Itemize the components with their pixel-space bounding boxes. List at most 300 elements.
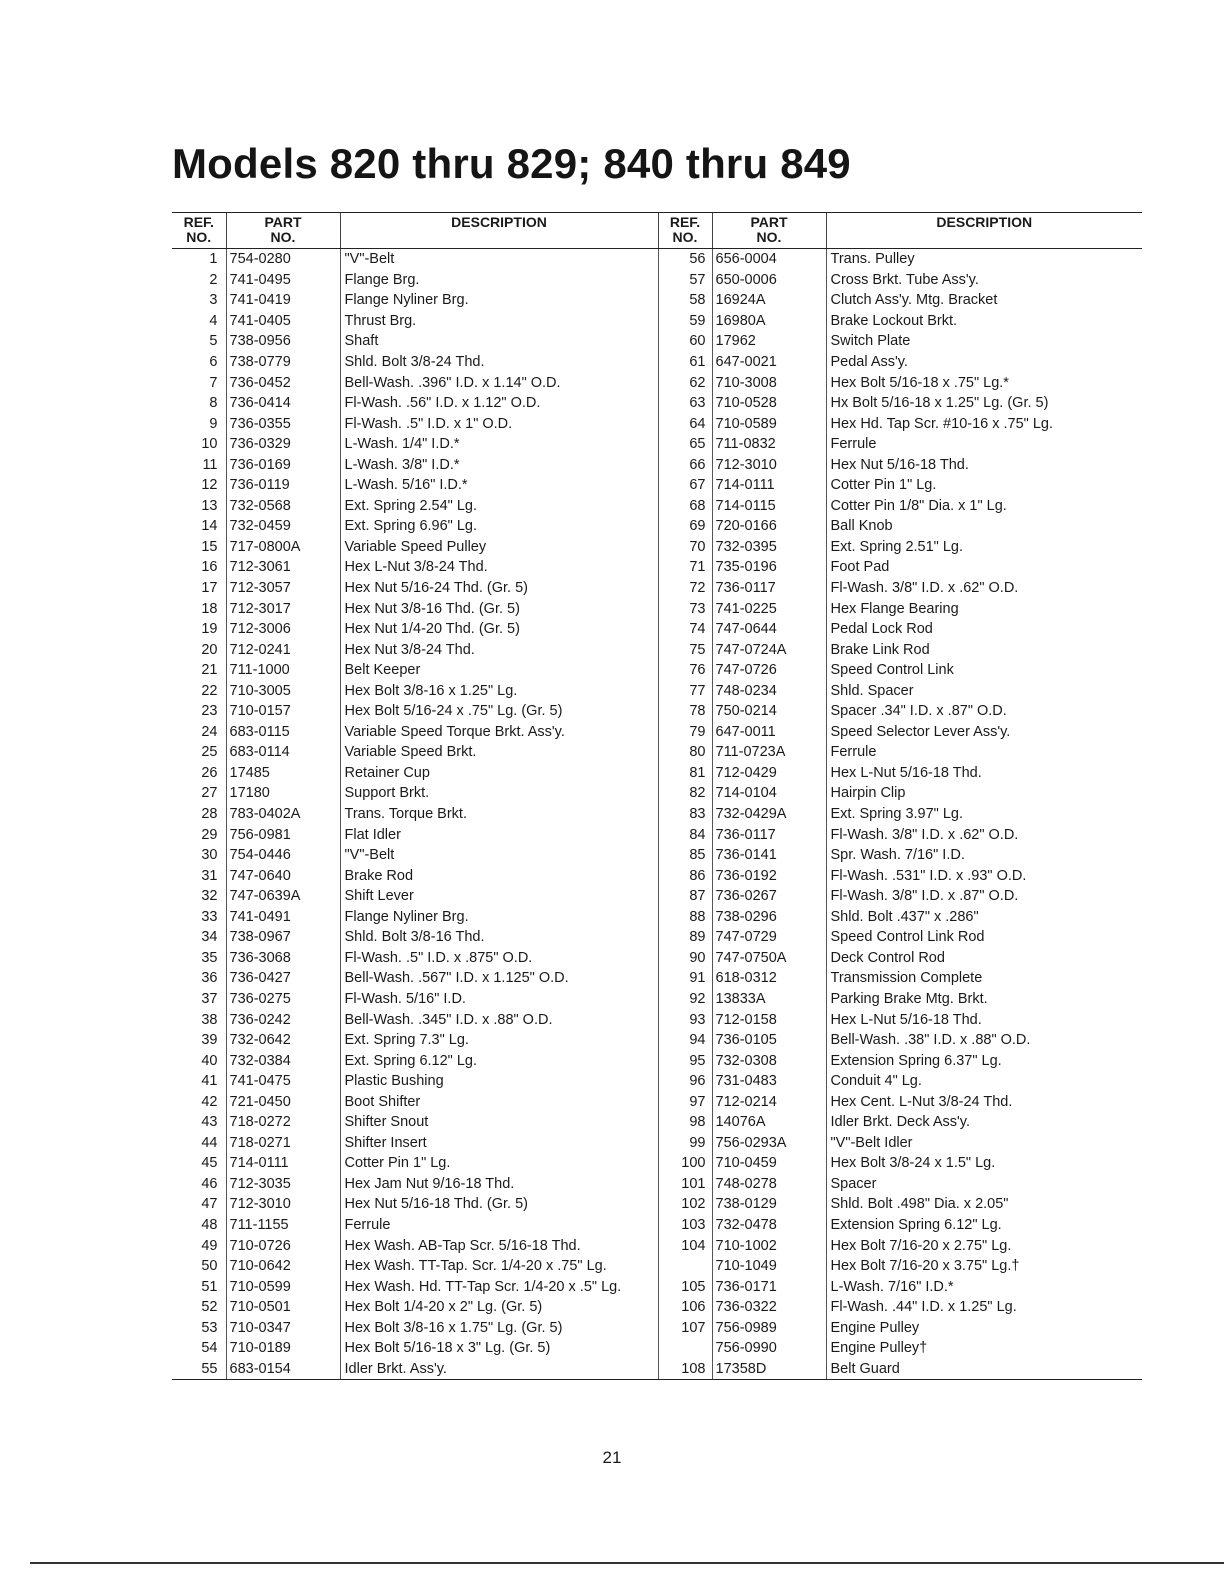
ref-no-cell: 42: [201, 1093, 218, 1110]
ref-no-cell: 106: [658, 1297, 712, 1318]
ref-no-cell: 75: [658, 639, 712, 660]
table-row: [172, 537, 1142, 558]
ref-no-cell: 53: [201, 1319, 218, 1336]
part-no-cell: 712-3010: [712, 454, 826, 475]
description-cell: Fl-Wash. .5" I.D. x .875" O.D.: [340, 948, 658, 969]
part-no-cell: 736-0117: [712, 578, 826, 599]
ref-no-cell: 96: [658, 1071, 712, 1092]
part-no-cell: 710-0347: [226, 1317, 340, 1338]
description-cell: L-Wash. 1/4" I.D.*: [340, 434, 658, 455]
table-row: [172, 1338, 1142, 1359]
ref-no-cell: 10: [201, 436, 218, 453]
ref-no-cell: 66: [658, 454, 712, 475]
table-row: [172, 516, 1142, 537]
description-cell: Cross Brkt. Tube Ass'y.: [826, 270, 1142, 291]
table-row: [172, 1276, 1142, 1297]
part-no-cell: 712-0158: [712, 1009, 826, 1030]
description-cell: Hex Nut 5/16-18 Thd. (Gr. 5): [340, 1194, 658, 1215]
table-row: [172, 701, 1142, 722]
part-no-cell: 618-0312: [712, 968, 826, 989]
description-cell: Idler Brkt. Ass'y.: [340, 1359, 658, 1380]
description-cell: L-Wash. 7/16" I.D.*: [826, 1276, 1142, 1297]
part-no-cell: 732-0395: [712, 537, 826, 558]
description-cell: Hex L-Nut 3/8-24 Thd.: [340, 557, 658, 578]
ref-no-cell: 101: [658, 1174, 712, 1195]
part-no-cell: 748-0234: [712, 680, 826, 701]
ref-no-cell: 104: [658, 1235, 712, 1256]
description-cell: Hex Bolt 7/16-20 x 3.75" Lg.†: [826, 1256, 1142, 1277]
description-cell: Spacer .34" I.D. x .87" O.D.: [826, 701, 1142, 722]
ref-no-cell: 34: [201, 929, 218, 946]
ref-no-cell: 59: [658, 311, 712, 332]
part-no-cell: 783-0402A: [226, 804, 340, 825]
part-no-cell: 714-0111: [712, 475, 826, 496]
part-no-cell: 712-0241: [226, 639, 340, 660]
ref-no-cell: 82: [658, 783, 712, 804]
description-cell: Brake Lockout Brkt.: [826, 311, 1142, 332]
description-cell: Shifter Snout: [340, 1112, 658, 1133]
ref-no-cell: 107: [658, 1317, 712, 1338]
part-no-cell: 712-0429: [712, 763, 826, 784]
description-cell: "V"-Belt: [340, 845, 658, 866]
part-no-cell: 711-1000: [226, 660, 340, 681]
table-row: [172, 311, 1142, 332]
description-cell: Engine Pulley: [826, 1317, 1142, 1338]
table-row: [172, 1050, 1142, 1071]
ref-no-cell: 62: [658, 372, 712, 393]
part-no-cell: 650-0006: [712, 270, 826, 291]
description-cell: Pedal Lock Rod: [826, 619, 1142, 640]
ref-no-cell: 65: [658, 434, 712, 455]
description-cell: Variable Speed Torque Brkt. Ass'y.: [340, 722, 658, 743]
ref-no-cell: 45: [201, 1155, 218, 1172]
description-cell: Idler Brkt. Deck Ass'y.: [826, 1112, 1142, 1133]
part-no-cell: 721-0450: [226, 1091, 340, 1112]
ref-no-cell: 43: [201, 1114, 218, 1131]
ref-no-cell: 33: [201, 908, 218, 925]
ref-no-cell: 40: [201, 1052, 218, 1069]
ref-no-cell: 80: [658, 742, 712, 763]
description-cell: Fl-Wash. .531" I.D. x .93" O.D.: [826, 865, 1142, 886]
part-no-cell: 712-3010: [226, 1194, 340, 1215]
description-cell: Support Brkt.: [340, 783, 658, 804]
table-row: [172, 619, 1142, 640]
ref-no-cell: 19: [201, 621, 218, 638]
description-cell: Hex Nut 5/16-24 Thd. (Gr. 5): [340, 578, 658, 599]
ref-no-cell: 14: [201, 518, 218, 535]
ref-no-header: REF. NO.: [172, 213, 226, 249]
part-no-cell: 16980A: [712, 311, 826, 332]
description-cell: Fl-Wash. 3/8" I.D. x .62" O.D.: [826, 824, 1142, 845]
description-cell: Shld. Spacer: [826, 680, 1142, 701]
ref-no-cell: 39: [201, 1032, 218, 1049]
table-row: [172, 1009, 1142, 1030]
part-no-cell: 710-0589: [712, 413, 826, 434]
description-cell: Hex Bolt 3/8-16 x 1.25" Lg.: [340, 680, 658, 701]
table-header-row: [172, 213, 1142, 249]
part-no-cell: 683-0154: [226, 1359, 340, 1380]
part-no-cell: 712-0214: [712, 1091, 826, 1112]
table-row: [172, 660, 1142, 681]
part-no-cell: 754-0280: [226, 249, 340, 270]
ref-no-cell: 88: [658, 907, 712, 928]
description-cell: Hex Wash. AB-Tap Scr. 5/16-18 Thd.: [340, 1235, 658, 1256]
description-cell: Ext. Spring 2.51" Lg.: [826, 537, 1142, 558]
part-no-cell: 710-1049: [712, 1256, 826, 1277]
description-cell: Bell-Wash. .567" I.D. x 1.125" O.D.: [340, 968, 658, 989]
description-cell: Ferrule: [340, 1215, 658, 1236]
description-cell: Hex L-Nut 5/16-18 Thd.: [826, 763, 1142, 784]
ref-no-cell: 31: [201, 867, 218, 884]
ref-no-cell: 32: [201, 888, 218, 905]
ref-no-cell: 35: [201, 949, 218, 966]
description-cell: Hex Bolt 7/16-20 x 2.75" Lg.: [826, 1235, 1142, 1256]
description-cell: Belt Keeper: [340, 660, 658, 681]
ref-no-cell: 54: [201, 1340, 218, 1357]
table-row: [172, 763, 1142, 784]
ref-no-cell: 6: [209, 354, 218, 370]
ref-no-cell: 55: [172, 1359, 226, 1380]
ref-no-cell: 68: [658, 496, 712, 517]
part-no-cell: 736-0322: [712, 1297, 826, 1318]
part-no-cell: 756-0293A: [712, 1133, 826, 1154]
table-row: [172, 1112, 1142, 1133]
ref-no-cell: 103: [658, 1215, 712, 1236]
description-cell: Ext. Spring 7.3" Lg.: [340, 1030, 658, 1051]
ref-no-cell: 37: [201, 990, 218, 1007]
part-no-cell: 736-0171: [712, 1276, 826, 1297]
table-row: [172, 865, 1142, 886]
part-no-cell: 16924A: [712, 290, 826, 311]
description-cell: Hex Nut 3/8-24 Thd.: [340, 639, 658, 660]
ref-no-cell: 2: [209, 271, 218, 288]
table-row: [172, 1091, 1142, 1112]
description-header: DESCRIPTION: [340, 213, 658, 249]
table-row: [172, 598, 1142, 619]
part-no-cell: 736-0427: [226, 968, 340, 989]
table-row: [172, 1133, 1142, 1154]
part-no-cell: 714-0115: [712, 496, 826, 517]
description-cell: Shld. Bolt .437" x .286": [826, 907, 1142, 928]
ref-no-cell: 5: [209, 333, 218, 350]
part-no-cell: 17485: [226, 763, 340, 784]
description-cell: Transmission Complete: [826, 968, 1142, 989]
part-no-cell: 710-0642: [226, 1256, 340, 1277]
description-cell: Hex Bolt 1/4-20 x 2" Lg. (Gr. 5): [340, 1297, 658, 1318]
table-row: [172, 496, 1142, 517]
part-no-cell: 710-3008: [712, 372, 826, 393]
ref-no-cell: 71: [658, 557, 712, 578]
part-no-cell: 732-0459: [226, 516, 340, 537]
part-no-cell: 736-0275: [226, 989, 340, 1010]
part-no-cell: 736-0452: [226, 372, 340, 393]
description-cell: Conduit 4" Lg.: [826, 1071, 1142, 1092]
description-cell: Hex Cent. L-Nut 3/8-24 Thd.: [826, 1091, 1142, 1112]
part-no-cell: 712-3035: [226, 1174, 340, 1195]
table-row: [172, 1297, 1142, 1318]
ref-no-cell: 50: [201, 1258, 218, 1275]
ref-no-header: REF. NO.: [658, 213, 712, 249]
part-no-cell: 747-0726: [712, 660, 826, 681]
description-cell: Extension Spring 6.12" Lg.: [826, 1215, 1142, 1236]
part-no-cell: 750-0214: [712, 701, 826, 722]
description-cell: Parking Brake Mtg. Brkt.: [826, 989, 1142, 1010]
table-row: [172, 989, 1142, 1010]
description-cell: "V"-Belt Idler: [826, 1133, 1142, 1154]
description-cell: Clutch Ass'y. Mtg. Bracket: [826, 290, 1142, 311]
parts-table-body: [172, 249, 1142, 1380]
part-no-cell: 710-1002: [712, 1235, 826, 1256]
part-no-cell: 710-0189: [226, 1338, 340, 1359]
ref-no-cell: 102: [658, 1194, 712, 1215]
ref-no-cell: 23: [201, 703, 218, 720]
table-row: [172, 927, 1142, 948]
part-no-cell: 738-0956: [226, 331, 340, 352]
ref-no-cell: 11: [202, 456, 218, 473]
table-row: [172, 1030, 1142, 1051]
part-no-cell: 738-0967: [226, 927, 340, 948]
part-no-cell: 710-0501: [226, 1297, 340, 1318]
ref-no-cell: 15: [201, 538, 218, 555]
description-cell: Ext. Spring 6.12" Lg.: [340, 1050, 658, 1071]
part-no-cell: 13833A: [712, 989, 826, 1010]
ref-no-cell: 57: [658, 270, 712, 291]
ref-no-cell: 60: [658, 331, 712, 352]
part-no-cell: 717-0800A: [226, 537, 340, 558]
part-no-cell: 714-0111: [226, 1153, 340, 1174]
description-cell: Engine Pulley†: [826, 1338, 1142, 1359]
part-no-cell: 14076A: [712, 1112, 826, 1133]
description-cell: Bell-Wash. .396" I.D. x 1.14" O.D.: [340, 372, 658, 393]
ref-no-cell: 52: [201, 1299, 218, 1316]
part-no-cell: 732-0642: [226, 1030, 340, 1051]
part-no-cell: 712-3017: [226, 598, 340, 619]
description-cell: Switch Plate: [826, 331, 1142, 352]
part-no-cell: 718-0271: [226, 1133, 340, 1154]
part-no-cell: 736-0414: [226, 393, 340, 414]
table-row: [172, 886, 1142, 907]
table-row: [172, 1215, 1142, 1236]
table-row: [172, 557, 1142, 578]
description-cell: Flange Nyliner Brg.: [340, 907, 658, 928]
table-row: [172, 1359, 1142, 1380]
part-no-cell: 712-3061: [226, 557, 340, 578]
part-no-cell: 756-0981: [226, 824, 340, 845]
table-row: [172, 1194, 1142, 1215]
description-cell: Ext. Spring 2.54" Lg.: [340, 496, 658, 517]
part-no-cell: 738-0129: [712, 1194, 826, 1215]
ref-no-cell: 99: [658, 1133, 712, 1154]
description-cell: Ferrule: [826, 434, 1142, 455]
ref-no-cell: 46: [201, 1175, 218, 1192]
part-no-cell: 736-0192: [712, 865, 826, 886]
table-row: [172, 454, 1142, 475]
table-row: [172, 948, 1142, 969]
part-no-cell: 710-0726: [226, 1235, 340, 1256]
ref-no-cell: 49: [201, 1237, 218, 1254]
ref-no-cell: 91: [658, 968, 712, 989]
description-cell: Fl-Wash. 3/8" I.D. x .87" O.D.: [826, 886, 1142, 907]
description-cell: Trans. Pulley: [826, 249, 1142, 270]
table-row: [172, 639, 1142, 660]
ref-no-cell: 20: [201, 641, 218, 658]
description-cell: Retainer Cup: [340, 763, 658, 784]
table-row: [172, 434, 1142, 455]
ref-no-cell: 77: [658, 680, 712, 701]
ref-no-cell: 74: [658, 619, 712, 640]
part-no-cell: 718-0272: [226, 1112, 340, 1133]
description-cell: Cotter Pin 1" Lg.: [340, 1153, 658, 1174]
description-cell: Brake Link Rod: [826, 639, 1142, 660]
part-no-cell: 17358D: [712, 1359, 826, 1380]
part-no-cell: 735-0196: [712, 557, 826, 578]
description-cell: Hex Wash. Hd. TT-Tap Scr. 1/4-20 x .5" Lg.: [340, 1276, 658, 1297]
table-row: [172, 845, 1142, 866]
description-cell: Spacer: [826, 1174, 1142, 1195]
ref-no-cell: 93: [658, 1009, 712, 1030]
part-no-cell: 747-0639A: [226, 886, 340, 907]
ref-no-cell: 94: [658, 1030, 712, 1051]
bottom-rule: [30, 1562, 1224, 1564]
ref-no-cell: 56: [658, 249, 712, 270]
table-row: [172, 968, 1142, 989]
description-cell: Ball Knob: [826, 516, 1142, 537]
part-no-cell: 741-0405: [226, 311, 340, 332]
part-no-cell: 711-0832: [712, 434, 826, 455]
description-header: DESCRIPTION: [826, 213, 1142, 249]
part-no-header: PART NO.: [226, 213, 340, 249]
description-cell: Cotter Pin 1/8" Dia. x 1" Lg.: [826, 496, 1142, 517]
ref-no-cell: 69: [658, 516, 712, 537]
part-no-cell: 736-3068: [226, 948, 340, 969]
part-no-cell: 736-0169: [226, 454, 340, 475]
part-no-cell: 710-0459: [712, 1153, 826, 1174]
description-cell: Hex Jam Nut 9/16-18 Thd.: [340, 1174, 658, 1195]
ref-no-cell: 70: [658, 537, 712, 558]
description-cell: Pedal Ass'y.: [826, 352, 1142, 373]
ref-no-cell: 7: [209, 374, 218, 391]
ref-no-cell: 78: [658, 701, 712, 722]
ref-no-cell: 79: [658, 722, 712, 743]
part-no-cell: 720-0166: [712, 516, 826, 537]
part-no-cell: 756-0989: [712, 1317, 826, 1338]
ref-no-cell: 83: [658, 804, 712, 825]
table-row: [172, 680, 1142, 701]
ref-no-cell: 29: [201, 826, 218, 843]
ref-no-cell: 3: [209, 292, 218, 309]
part-no-cell: 741-0495: [226, 270, 340, 291]
ref-no-cell: 67: [658, 475, 712, 496]
description-cell: Hex Wash. TT-Tap. Scr. 1/4-20 x .75" Lg.: [340, 1256, 658, 1277]
ref-no-cell: 97: [658, 1091, 712, 1112]
ref-no-cell: 64: [658, 413, 712, 434]
description-cell: "V"-Belt: [340, 249, 658, 270]
description-cell: Hairpin Clip: [826, 783, 1142, 804]
part-no-cell: 17180: [226, 783, 340, 804]
ref-no-cell: 12: [201, 477, 218, 494]
ref-no-cell: 61: [658, 352, 712, 373]
description-cell: Shld. Bolt 3/8-24 Thd.: [340, 352, 658, 373]
part-no-cell: 710-0528: [712, 393, 826, 414]
ref-no-cell: 13: [201, 497, 218, 514]
table-row: [172, 1071, 1142, 1092]
ref-no-cell: 36: [201, 970, 218, 987]
description-cell: Hex Bolt 3/8-24 x 1.5" Lg.: [826, 1153, 1142, 1174]
description-cell: Trans. Torque Brkt.: [340, 804, 658, 825]
part-no-cell: 741-0419: [226, 290, 340, 311]
ref-no-cell: 81: [658, 763, 712, 784]
ref-no-cell: 26: [201, 764, 218, 781]
ref-no-cell: 73: [658, 598, 712, 619]
part-no-header: PART NO.: [712, 213, 826, 249]
ref-no-cell: 85: [658, 845, 712, 866]
part-no-cell: 712-3006: [226, 619, 340, 640]
description-cell: Hex Bolt 3/8-16 x 1.75" Lg. (Gr. 5): [340, 1317, 658, 1338]
table-row: [172, 1235, 1142, 1256]
ref-no-cell: 92: [658, 989, 712, 1010]
ref-no-cell: 108: [658, 1359, 712, 1380]
ref-no-cell: 90: [658, 948, 712, 969]
part-no-cell: 732-0384: [226, 1050, 340, 1071]
description-cell: Hex Nut 1/4-20 Thd. (Gr. 5): [340, 619, 658, 640]
part-no-cell: 710-3005: [226, 680, 340, 701]
ref-no-cell: 48: [201, 1216, 218, 1233]
description-cell: Hex Bolt 5/16-24 x .75" Lg. (Gr. 5): [340, 701, 658, 722]
page-title: Models 820 thru 829; 840 thru 849: [172, 140, 851, 187]
part-no-cell: 712-3057: [226, 578, 340, 599]
description-cell: Ext. Spring 3.97" Lg.: [826, 804, 1142, 825]
ref-no-cell: 4: [209, 312, 218, 329]
part-no-cell: 747-0644: [712, 619, 826, 640]
table-row: [172, 783, 1142, 804]
part-no-cell: 736-0117: [712, 824, 826, 845]
part-no-cell: 741-0491: [226, 907, 340, 928]
part-no-cell: 747-0729: [712, 927, 826, 948]
table-row: [172, 804, 1142, 825]
ref-no-cell: 72: [658, 578, 712, 599]
part-no-cell: 741-0475: [226, 1071, 340, 1092]
description-cell: Foot Pad: [826, 557, 1142, 578]
table-row: [172, 824, 1142, 845]
description-cell: Extension Spring 6.37" Lg.: [826, 1050, 1142, 1071]
part-no-cell: 747-0750A: [712, 948, 826, 969]
ref-no-cell: 89: [658, 927, 712, 948]
ref-no-cell: 86: [658, 865, 712, 886]
description-cell: Hx Bolt 5/16-18 x 1.25" Lg. (Gr. 5): [826, 393, 1142, 414]
ref-no-cell: 38: [201, 1011, 218, 1028]
table-row: [172, 352, 1142, 373]
part-no-cell: 647-0011: [712, 722, 826, 743]
part-no-cell: 711-1155: [226, 1215, 340, 1236]
description-cell: Fl-Wash. .44" I.D. x 1.25" Lg.: [826, 1297, 1142, 1318]
part-no-cell: 656-0004: [712, 249, 826, 270]
description-cell: Fl-Wash. 5/16" I.D.: [340, 989, 658, 1010]
description-cell: Fl-Wash. 3/8" I.D. x .62" O.D.: [826, 578, 1142, 599]
description-cell: Fl-Wash. .56" I.D. x 1.12" O.D.: [340, 393, 658, 414]
ref-no-cell: 18: [201, 600, 218, 617]
description-cell: Flat Idler: [340, 824, 658, 845]
description-cell: L-Wash. 3/8" I.D.*: [340, 454, 658, 475]
table-row: [172, 249, 1142, 270]
parts-list: [172, 212, 1142, 1380]
table-row: [172, 742, 1142, 763]
description-cell: Hex Bolt 5/16-18 x .75" Lg.*: [826, 372, 1142, 393]
description-cell: Shifter Insert: [340, 1133, 658, 1154]
part-no-cell: 683-0114: [226, 742, 340, 763]
part-no-cell: 732-0429A: [712, 804, 826, 825]
part-no-cell: 683-0115: [226, 722, 340, 743]
part-no-cell: 736-0105: [712, 1030, 826, 1051]
